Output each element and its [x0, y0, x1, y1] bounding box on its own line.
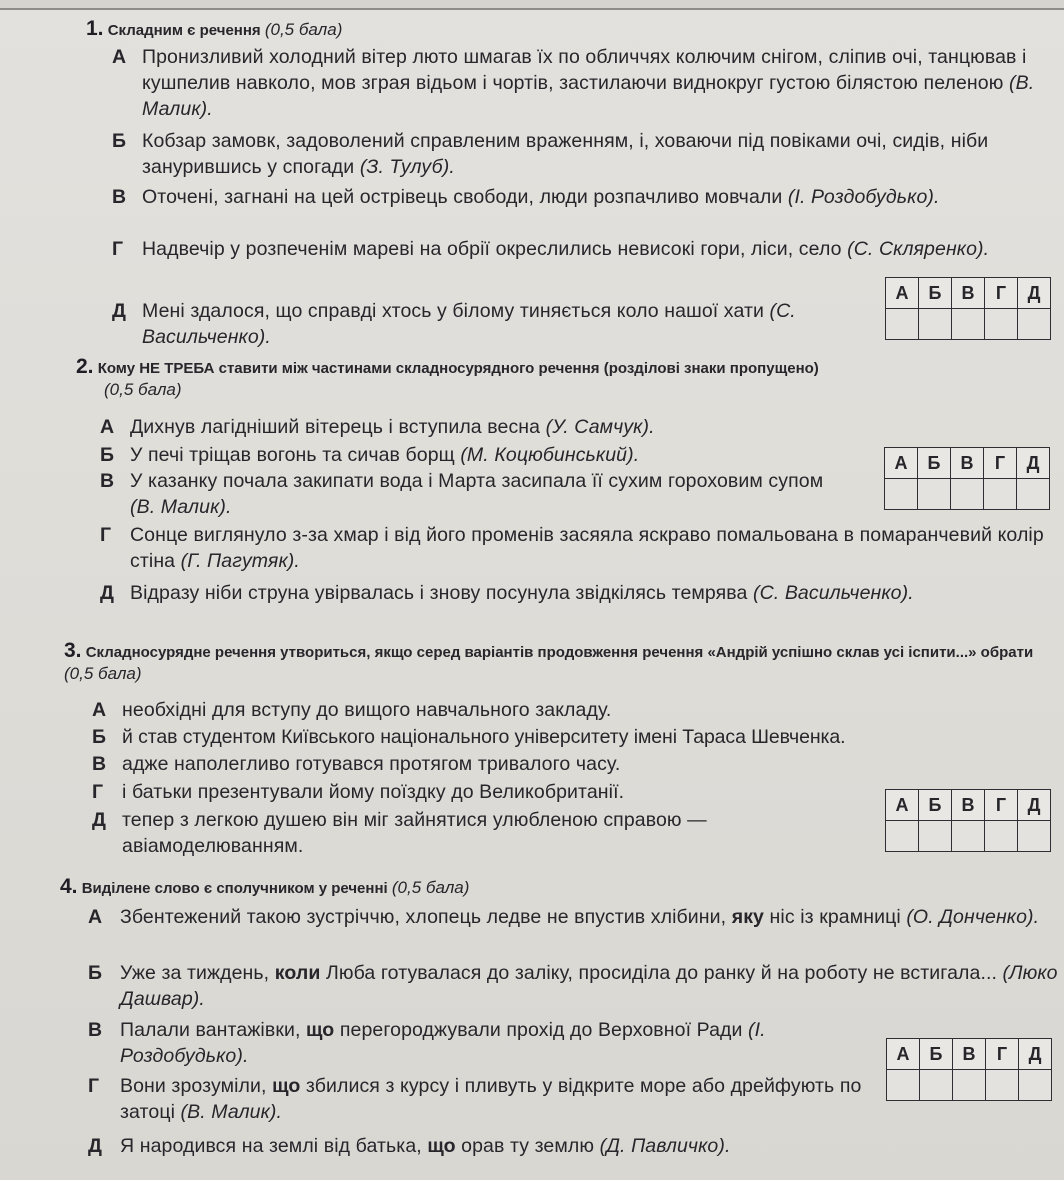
- grid-letter: Г: [984, 448, 1017, 479]
- option-author: (С. Скляренко).: [847, 238, 990, 260]
- answer-cell-b[interactable]: [918, 479, 951, 510]
- option-text: Дихнув лагідніший вітерець і вступила весна: [130, 416, 541, 438]
- grid-letter: А: [886, 278, 919, 309]
- option-letter: Б: [100, 444, 115, 466]
- answer-cell-e[interactable]: [1017, 479, 1050, 510]
- option-text: тепер з легкою душею він міг зайнятися улюбленою справою — авіамоделюванням.: [122, 809, 707, 857]
- q2-option-b[interactable]: [100, 442, 880, 468]
- option-author: (Люко Дашвар).: [120, 962, 1058, 1010]
- option-author: (С. Васильченко).: [142, 300, 796, 348]
- answer-cell-d[interactable]: [984, 479, 1017, 510]
- option-letter: Б: [112, 130, 127, 152]
- question-points: (0,5 бала): [104, 380, 182, 399]
- highlighted-word: що: [272, 1075, 301, 1097]
- q1-answer-grid: [885, 277, 1051, 340]
- q3-option-a[interactable]: [92, 697, 1058, 723]
- grid-letter: Д: [1019, 1039, 1052, 1070]
- highlighted-word: що: [306, 1019, 335, 1041]
- question-title: Кому НЕ ТРЕБА ставити між частинами складносурядного речення (розділові знаки пропущено): [97, 360, 819, 377]
- grid-letter: А: [885, 448, 918, 479]
- question-number: 3.: [64, 639, 82, 662]
- q2-answer-grid: [884, 447, 1050, 510]
- option-author: (У. Самчук).: [545, 416, 655, 438]
- answer-cell-b[interactable]: [919, 821, 952, 852]
- question-points: (0,5 бала): [391, 878, 470, 897]
- answer-cell-b[interactable]: [919, 309, 952, 340]
- answer-cell-d[interactable]: [986, 1070, 1019, 1101]
- grid-letter: Д: [1018, 278, 1051, 309]
- answer-cell-a[interactable]: [885, 479, 918, 510]
- option-letter: А: [100, 416, 115, 438]
- question-4-header: [60, 876, 469, 899]
- answer-cell-c[interactable]: [952, 821, 985, 852]
- option-letter: Б: [92, 726, 106, 748]
- option-text: і батьки презентували йому поїздку до Великобританії.: [122, 781, 625, 803]
- option-letter: Г: [92, 781, 104, 803]
- question-title: Складним є речення: [107, 22, 261, 39]
- grid-letter: Д: [1018, 790, 1051, 821]
- option-text: необхідні для вступу до вищого навчального закладу.: [122, 699, 612, 721]
- option-letter: В: [92, 753, 107, 775]
- option-text: Пронизливий холодний вітер люто шмагав їх по обличчях колючим снігом, сліпив очі, танцював і кушпелив навколо, мов зграя відьом і чортів, застилаючи виднокруг густою білястою пеленою: [142, 46, 1027, 94]
- answer-cell-b[interactable]: [920, 1070, 953, 1101]
- q4-answer-grid: [886, 1038, 1052, 1101]
- question-number: 1.: [86, 17, 104, 40]
- option-text: Люба готувалася до заліку, просиділа до ранку й на роботу не встигала...: [325, 962, 997, 984]
- option-author: (О. Донченко).: [906, 906, 1040, 928]
- q1-option-d[interactable]: [112, 236, 1058, 262]
- grid-letter: Б: [919, 278, 952, 309]
- q1-option-e[interactable]: [112, 298, 802, 350]
- grid-letter: Г: [985, 278, 1018, 309]
- option-text: Оточені, загнані на цей острівець свободи, люди розпачливо мовчали: [142, 186, 783, 208]
- option-text: Збентежений такою зустріччю, хлопець ледве не впустив хлібини,: [120, 906, 727, 928]
- answer-cell-e[interactable]: [1018, 309, 1051, 340]
- option-author: (Г. Пагутяк).: [180, 550, 300, 572]
- option-author: (І. Роздобудько).: [120, 1019, 766, 1067]
- option-text: орав ту землю: [461, 1135, 595, 1157]
- option-text: Палали вантажівки,: [120, 1019, 301, 1041]
- option-author: (В. Малик).: [142, 72, 1035, 120]
- answer-cell-d[interactable]: [985, 821, 1018, 852]
- grid-letter: Г: [986, 1039, 1019, 1070]
- option-letter: А: [88, 906, 103, 928]
- question-number: 4.: [60, 875, 78, 898]
- option-text: адже наполегливо готувався протягом тривалого часу.: [122, 753, 621, 775]
- q4-option-c[interactable]: [88, 1017, 868, 1069]
- option-letter: Д: [112, 300, 126, 322]
- question-2-header: [76, 356, 1056, 401]
- q3-option-e[interactable]: [92, 807, 782, 859]
- q1-option-a[interactable]: [112, 44, 1058, 122]
- question-points: (0,5 бала): [64, 664, 142, 683]
- option-text: Кобзар замовк, задоволений справленим враженням, і, ховаючи під повіками очі, сидів, ніби занурившись у спогади: [142, 130, 989, 178]
- q3-answer-grid: [885, 789, 1051, 852]
- option-author: (І. Роздобудько).: [787, 186, 940, 208]
- option-text: Вони зрозуміли,: [120, 1075, 267, 1097]
- option-text: Мені здалося, що справді хтось у білому тиняється коло нашої хати: [142, 300, 764, 322]
- option-letter: В: [88, 1019, 103, 1041]
- grid-letter: В: [952, 790, 985, 821]
- option-author: (В. Малик).: [130, 496, 232, 518]
- q2-option-d[interactable]: [100, 522, 1060, 574]
- option-letter: Г: [100, 524, 112, 546]
- grid-letter: Б: [920, 1039, 953, 1070]
- option-author: (М. Коцюбинський).: [460, 444, 640, 466]
- option-letter: А: [92, 699, 107, 721]
- option-text: перегороджували прохід до Верховної Ради: [339, 1019, 743, 1041]
- answer-cell-e[interactable]: [1019, 1070, 1052, 1101]
- grid-letter: В: [953, 1039, 986, 1070]
- option-text: Уже за тиждень,: [120, 962, 270, 984]
- question-title: Виділене слово є сполучником у реченні: [81, 880, 388, 897]
- option-author: (З. Тулуб).: [359, 156, 455, 178]
- q4-option-a[interactable]: [88, 904, 1060, 930]
- q1-option-b[interactable]: [112, 128, 1058, 180]
- question-1-header: [86, 18, 342, 41]
- option-letter: Д: [88, 1135, 102, 1157]
- question-3-header: [64, 640, 1060, 685]
- option-author: (В. Малик).: [180, 1101, 283, 1123]
- question-points: (0,5 бала): [264, 20, 343, 39]
- highlighted-word: яку: [731, 906, 765, 928]
- q4-option-e[interactable]: [88, 1133, 1060, 1159]
- option-author: (Д. Павличко).: [599, 1135, 731, 1157]
- grid-letter: А: [886, 790, 919, 821]
- q1-option-c[interactable]: [112, 184, 1058, 210]
- option-text: Я народився на землі від батька,: [120, 1135, 422, 1157]
- q3-option-d[interactable]: [92, 779, 872, 805]
- option-letter: Д: [92, 809, 106, 831]
- answer-cell-a[interactable]: [887, 1070, 920, 1101]
- q3-option-b[interactable]: [92, 724, 1064, 750]
- top-rule: [0, 0, 1064, 10]
- answer-cell-d[interactable]: [985, 309, 1018, 340]
- option-letter: В: [112, 186, 127, 208]
- option-text: Сонце виглянуло з-за хмар і від його променів засяяла яскраво помальована в помаранчевий колір стіна: [130, 524, 1044, 572]
- highlighted-word: коли: [274, 962, 321, 984]
- grid-letter: В: [951, 448, 984, 479]
- grid-letter: В: [952, 278, 985, 309]
- q2-option-a[interactable]: [100, 414, 880, 440]
- question-number: 2.: [76, 355, 94, 378]
- answer-cell-c[interactable]: [952, 309, 985, 340]
- option-text: Відразу ніби струна увірвалась і знову посунула звідкілясь темрява: [130, 582, 748, 604]
- option-letter: Б: [88, 962, 103, 984]
- grid-letter: Б: [918, 448, 951, 479]
- answer-cell-e[interactable]: [1018, 821, 1051, 852]
- question-title: Складносурядне речення утвориться, якщо серед варіантів продовження речення «Андрій успішно склав усі іспити...» обрати: [85, 644, 1034, 661]
- answer-cell-c[interactable]: [953, 1070, 986, 1101]
- q3-option-c[interactable]: [92, 751, 1058, 777]
- answer-cell-c[interactable]: [951, 479, 984, 510]
- grid-letter: Д: [1017, 448, 1050, 479]
- option-text: ніс із крамниці: [769, 906, 901, 928]
- option-text: Надвечір у розпеченім мареві на обрії окреслились невисокі гори, ліси, село: [142, 238, 842, 260]
- q4-option-b[interactable]: [88, 960, 1060, 1012]
- answer-cell-a[interactable]: [886, 821, 919, 852]
- option-letter: Д: [100, 582, 114, 604]
- grid-letter: Б: [919, 790, 952, 821]
- grid-letter: Г: [985, 790, 1018, 821]
- option-letter: Г: [88, 1075, 100, 1097]
- highlighted-word: що: [427, 1135, 456, 1157]
- q4-option-d[interactable]: [88, 1073, 878, 1125]
- option-text: У казанку почала закипати вода і Марта засипала її сухим гороховим супом: [130, 470, 824, 492]
- grid-letter: А: [887, 1039, 920, 1070]
- option-letter: Г: [112, 238, 124, 260]
- q2-option-e[interactable]: [100, 580, 1060, 606]
- option-text: збилися з курсу і пливуть у відкрите море або дрейфують по затоці: [120, 1075, 862, 1123]
- q2-option-c[interactable]: [100, 468, 840, 520]
- option-letter: А: [112, 46, 127, 68]
- option-text: У печі тріщав вогонь та сичав борщ: [130, 444, 455, 466]
- option-text: й став студентом Київського національного університету імені Тараса Шевченка.: [122, 726, 846, 748]
- answer-cell-a[interactable]: [886, 309, 919, 340]
- option-author: (С. Васильченко).: [753, 582, 914, 604]
- option-letter: В: [100, 470, 115, 492]
